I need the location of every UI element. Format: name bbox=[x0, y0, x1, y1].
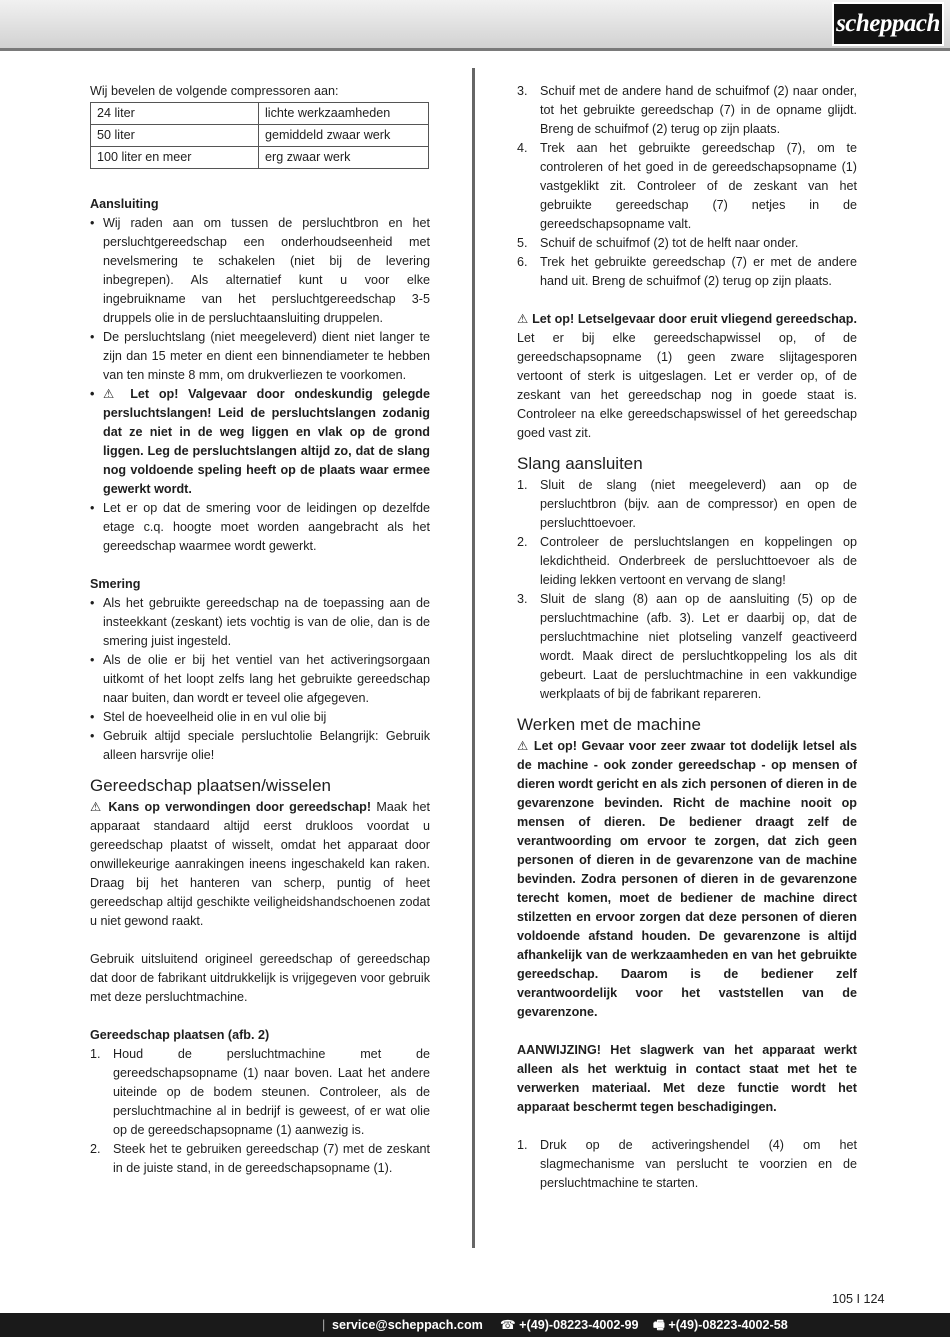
header-bar bbox=[0, 0, 950, 51]
plaatsen-origineel: Gebruik uitsluitend origineel gereedschap of gereedschap dat door de fabrikant uitdrukkelijk is vrijgegeven voor gebruik met deze persluchtmachine. bbox=[90, 952, 430, 1004]
step-number: 1. bbox=[517, 1138, 528, 1152]
step-text: Sluit de slang (niet meegeleverd) aan op de persluchtbron (bijv. aan de compressor) en open de persluchttoevoer. bbox=[540, 478, 857, 530]
aansluiting-heading: Aansluiting bbox=[90, 197, 159, 211]
list-item bbox=[517, 1136, 857, 1193]
column-divider bbox=[472, 68, 475, 1248]
right-column bbox=[517, 82, 857, 1193]
list-item-warning: • ⚠ Let op! Valgevaar door ondeskundig gelegde persluchtslangen! Leid de persluchtslangen zodanig dat ze niet in de weg liggen en vlak op de grond liggen. Leg de persluchtslangen altijd zo, dat de slang nog voldoende speling heeft op de plaats waar ermee gewerkt wordt. bbox=[90, 385, 430, 499]
step-number: 3. bbox=[517, 84, 528, 98]
list-item bbox=[517, 234, 857, 253]
smering-heading: Smering bbox=[90, 577, 141, 591]
list-item bbox=[517, 82, 857, 139]
list-item: • Als de olie er bij het ventiel van het activeringsorgaan uitkomt of het loopt zelfs lang het gebruikte gereedschap naar buiten, dan wordt er teveel olie afgegeven. bbox=[90, 651, 430, 708]
list-item bbox=[90, 1045, 430, 1140]
step-number: 1. bbox=[90, 1047, 101, 1061]
list-item bbox=[90, 1140, 430, 1178]
step-text: Trek aan het gebruikte gereedschap (7), om te controleren of het goed in de gereedschapsopname (1) vastgeklikt zit. Controleer of de zeskant van het gebruikte gereedschap (7) netjes in de gereedschapsopname valt. bbox=[540, 141, 857, 231]
step-text: Druk op de activeringshendel (4) om het slagmechanisme van perslucht te voorzien en de persluchtmachine te starten. bbox=[540, 1138, 857, 1190]
letsel-warning bbox=[517, 310, 857, 443]
list-item: • Wij raden aan om tussen de persluchtbron en het persluchtgereedschap een onderhoudseenheid met nevelsmering te schakelen (niet bij de levering inbegrepen). Als alternatief kunt u voor elke ingebruikname van het persluchtgereedschap 3-5 druppels olie in de persluchtaansluiting druppelen. bbox=[90, 214, 430, 328]
recommend-intro: Wij bevelen de volgende compressoren aan: bbox=[90, 84, 339, 98]
step-number: 2. bbox=[90, 1142, 101, 1156]
table-cell: lichte werkzaamheden bbox=[259, 103, 429, 125]
step-number: 6. bbox=[517, 255, 528, 269]
smering-list bbox=[90, 594, 430, 765]
warning-label: ⚠ Kans op verwondingen door gereedschap! bbox=[90, 800, 372, 814]
warning-text: Let er bij elke gereedschapwissel op, of de gereedschapsopname (1) geen zware slijtagesporen vertoont of sterk is uitgeslagen. Let er verder op, of de zeskant van het gereedschap nog in goede staat is. Controleer na elke gereedschapswissel of het gereedschap goed vast zit. bbox=[517, 331, 857, 440]
plaatsen-subheading: Gereedschap plaatsen (afb. 2) bbox=[90, 1028, 270, 1042]
list-item: • Stel de hoeveelheid olie in en vul olie bij bbox=[90, 708, 430, 727]
list-item: • Gebruik altijd speciale persluchtolie Belangrijk: Gebruik alleen harsvrije olie! bbox=[90, 727, 430, 765]
compressor-table bbox=[90, 102, 429, 169]
footer-separator: | bbox=[322, 1318, 326, 1332]
list-item: • Let er op dat de smering voor de leidingen op dezelfde etage c.q. hoogte moet worden aangebracht als het gereedschap waarmee wordt gewerkt. bbox=[90, 499, 430, 556]
plaatsen-warning bbox=[90, 798, 430, 931]
section-title-plaatsen: Gereedschap plaatsen/wisselen bbox=[90, 776, 331, 795]
werken-warning: ⚠ Let op! Gevaar voor zeer zwaar tot dodelijk letsel als de machine - ook zonder gereedschap - op mensen of dieren wordt gericht en als zich personen of dieren in de gevarenzone bevinden. Richt de machine nooit op mensen of dieren. De bediener draagt zelf de verantwoording om ervoor te zorgen, dat zich geen personen of dieren in de gevarenzone van de machine bevinden. Zodra personen of dieren in de gevarenzone terecht komen, moet de bediener de machine direct stilzetten en ervoor zorgen dat deze personen of dieren voldoende afstand houden. De gevarenzone is altijd afhankelijk van de werkzaamheden en van het gebruikte gereedschap. Daarom is de bediener zelf verantwoordelijk voor het vaststellen van de gevarenzone. bbox=[517, 739, 857, 1019]
plaatsen-steps-continued bbox=[517, 82, 857, 291]
section-title-werken: Werken met de machine bbox=[517, 715, 701, 734]
aanwijzing-note: AANWIJZING! Het slagwerk van het apparaat werkt alleen als het werktuig in contact staat met het te verwerken materiaal. Met deze functie wordt het apparaat beschermt tegen beschadigingen. bbox=[517, 1043, 857, 1114]
list-item bbox=[517, 476, 857, 533]
phone-number[interactable]: ☎ +(49)-08223-4002-99 bbox=[500, 1318, 639, 1332]
table-cell: 24 liter bbox=[91, 103, 259, 125]
step-text: Schuif met de andere hand de schuifmof (2) naar onder, tot het gebruikte gereedschap (7) in de opname glijdt. Breng de schuifmof (2) terug op zijn plaats. bbox=[540, 84, 857, 136]
table-row bbox=[91, 103, 429, 125]
step-number: 1. bbox=[517, 478, 528, 492]
table-cell: erg zwaar werk bbox=[259, 147, 429, 169]
table-cell: 50 liter bbox=[91, 125, 259, 147]
brand-logo: scheppach bbox=[832, 2, 944, 46]
step-text: Schuif de schuifmof (2) tot de helft naar onder. bbox=[540, 236, 799, 250]
page-number: 105 I 124 bbox=[832, 1292, 885, 1306]
plaatsen-steps bbox=[90, 1045, 430, 1178]
step-number: 3. bbox=[517, 592, 528, 606]
table-cell: 100 liter en meer bbox=[91, 147, 259, 169]
step-text: Trek het gebruikte gereedschap (7) er met de andere hand uit. Breng de schuifmof (2) terug op zijn plaats. bbox=[540, 255, 857, 288]
table-row bbox=[91, 125, 429, 147]
slang-steps bbox=[517, 476, 857, 704]
step-text: Houd de persluchtmachine met de gereedschapsopname (1) naar boven. Laat het andere uiteinde op de bodem steunen. Controleer, als de persluchtmachine al in bedrijf is geweest, of er wat olie op de gereedschapsopname (1) aanwezig is. bbox=[113, 1047, 430, 1137]
list-item: • Als het gebruikte gereedschap na de toepassing aan de insteekkant (zeskant) iets vochtig is van de olie, dan is de smering juist ingesteld. bbox=[90, 594, 430, 651]
left-column bbox=[90, 82, 430, 1178]
table-row bbox=[91, 147, 429, 169]
list-item bbox=[517, 533, 857, 590]
step-number: 5. bbox=[517, 236, 528, 250]
list-item: • De persluchtslang (niet meegeleverd) dient niet langer te zijn dan 15 meter en dient een binnendiameter te hebben van ten minste 8 mm, om drukverliezen te voorkomen. bbox=[90, 328, 430, 385]
service-email[interactable]: service@scheppach.com bbox=[332, 1318, 483, 1332]
werken-steps bbox=[517, 1136, 857, 1193]
warning-label: ⚠ Let op! Letselgevaar door eruit vliegend gereedschap. bbox=[517, 312, 857, 326]
list-item bbox=[517, 253, 857, 291]
table-cell: gemiddeld zwaar werk bbox=[259, 125, 429, 147]
section-title-slang: Slang aansluiten bbox=[517, 454, 643, 473]
fax-number: 🖷 +(49)-08223-4002-58 bbox=[653, 1318, 788, 1332]
aansluiting-list bbox=[90, 214, 430, 556]
footer-bar bbox=[0, 1313, 950, 1337]
warning-text: Maak het apparaat standaard altijd eerst drukloos voordat u gereedschap plaatst of wisselt, omdat het apparaat door onwillekeurige aanrakingen ineens ingeschakeld kan raken. Draag bij het hanteren van scherp, puntig of heet gereedschap altijd geschikte veiligheidshandschoenen zodat u niet gewond raakt. bbox=[90, 800, 430, 928]
list-item bbox=[517, 590, 857, 704]
step-text: Controleer de persluchtslangen en koppelingen op lekdichtheid. Onderbreek de persluchttoevoer als de leiding lekken vertoont en vervang de slang! bbox=[540, 535, 857, 587]
list-item bbox=[517, 139, 857, 234]
step-text: Steek het te gebruiken gereedschap (7) met de zeskant in de juiste stand, in de gereedschapsopname (1). bbox=[113, 1142, 430, 1175]
step-number: 4. bbox=[517, 141, 528, 155]
step-text: Sluit de slang (8) aan op de aansluiting (5) op de persluchtmachine (afb. 3). Let er daarbij op, dat de persluchtmachine niet plotseling vanzelf geactiveerd wordt. Maak direct de persluchtkoppeling los als dit gebeurt. Laat de persluchtmachine in een vakkundige werkplaats of bij de fabrikant repareren. bbox=[540, 592, 857, 701]
step-number: 2. bbox=[517, 535, 528, 549]
